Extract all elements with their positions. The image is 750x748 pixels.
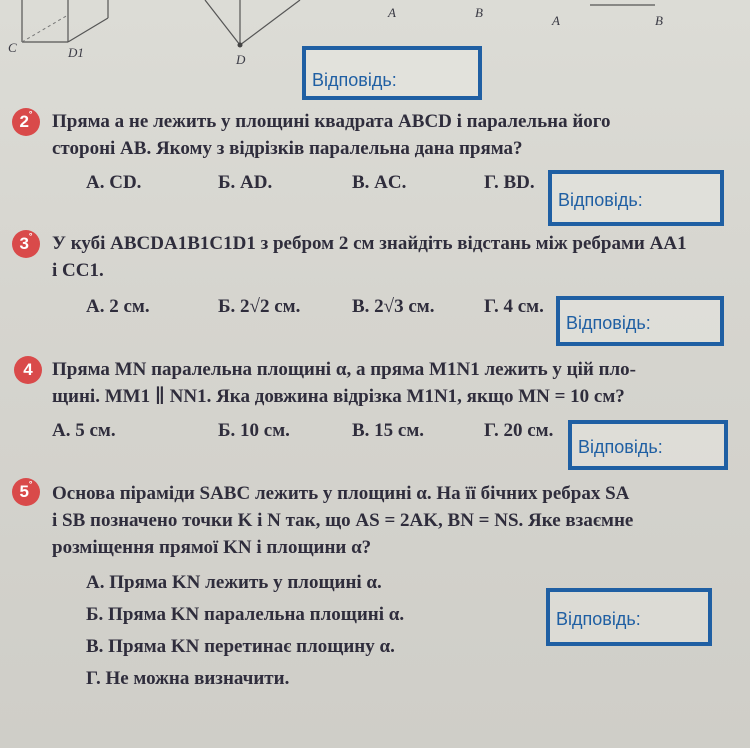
answer-label: Відповідь:: [566, 313, 651, 333]
question-5-text: [52, 480, 633, 561]
answer-box-5[interactable]: [546, 588, 712, 646]
question-3-text: [52, 230, 687, 284]
figure-label-b2: B: [655, 13, 663, 28]
option-b: Б. 2√2 см.: [218, 296, 301, 317]
figure-label-c: C: [8, 40, 17, 55]
answer-box-1[interactable]: [302, 46, 482, 100]
option-b: Б. Пряма KN паралельна площині α.: [86, 604, 405, 625]
figure-label-d1: D1: [68, 45, 84, 60]
answer-label: Відповідь:: [556, 609, 641, 629]
option-d: Г. 20 см.: [484, 420, 554, 441]
question-number-badge: 5°: [12, 478, 40, 506]
figure-label-a: A: [388, 5, 396, 20]
option-d: Г. BD.: [484, 172, 535, 193]
figure-label-b: B: [475, 5, 483, 20]
option-c: В. Пряма KN перетинає площину α.: [86, 636, 395, 657]
figure-label-a2: A: [552, 13, 560, 28]
option-a: А. CD.: [86, 172, 142, 193]
option-c: В. 15 см.: [352, 420, 425, 441]
question-4-line-2: щині. MM1 ∥ NN1. Яка довжина відрізка M1N1, якщо MN = 10 см?: [52, 386, 625, 407]
answer-box-3[interactable]: [556, 296, 724, 346]
answer-box-2[interactable]: [548, 170, 724, 226]
question-2-text: [52, 108, 610, 162]
option-c: В. 2√3 см.: [352, 296, 435, 317]
question-3-line-1: У кубі ABCDA1B1C1D1 з ребром 2 см знайдіть відстань між ребрами AA1: [52, 233, 687, 254]
question-5-line-3: розміщення прямої KN і площини α?: [52, 537, 372, 558]
question-2-line-2: стороні AB. Якому з відрізків паралельна дана пряма?: [52, 138, 523, 159]
option-d: Г. Не можна визначити.: [86, 668, 290, 689]
answer-box-4[interactable]: [568, 420, 728, 470]
question-4-line-1: Пряма MN паралельна площині α, а пряма M1N1 лежить у цій пло-: [52, 359, 637, 380]
option-a: А. 2 см.: [86, 296, 150, 317]
answer-label: Відповідь:: [578, 437, 663, 457]
option-a: А. Пряма KN лежить у площині α.: [86, 572, 382, 593]
question-2-line-1: Пряма a не лежить у площині квадрата ABCD і паралельна його: [52, 111, 611, 132]
answer-label: Відповідь:: [312, 70, 397, 90]
question-number-badge: 4: [14, 356, 42, 384]
figure-label-d: D: [236, 52, 246, 67]
question-5-line-1: Основа піраміди SABC лежить у площині α. На її бічних ребрах SA: [52, 483, 630, 504]
option-b: Б. 10 см.: [218, 420, 290, 441]
question-5-line-2: і SB позначено точки K і N так, що AS = 2AK, BN = NS. Яке взаємне: [52, 510, 634, 531]
answer-label: Відповідь:: [558, 190, 643, 210]
question-3-line-2: і CC1.: [52, 260, 104, 281]
question-number-badge: 2°: [12, 108, 40, 136]
question-4-text: [52, 356, 636, 410]
question-number-badge: 3°: [12, 230, 40, 258]
option-a: А. 5 см.: [52, 420, 116, 441]
option-d: Г. 4 см.: [484, 296, 544, 317]
option-c: В. AC.: [352, 172, 407, 193]
option-b: Б. AD.: [218, 172, 273, 193]
